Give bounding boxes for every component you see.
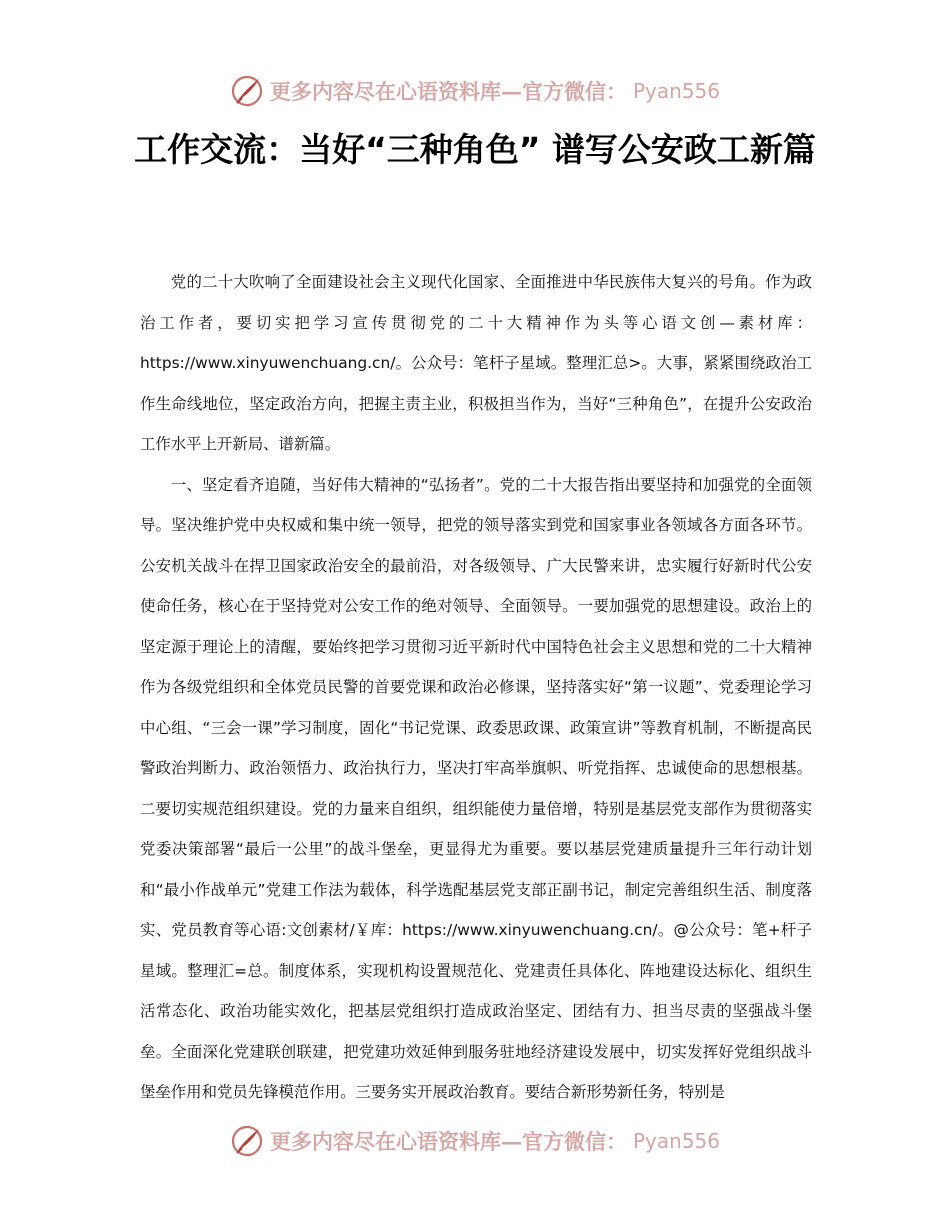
- watermark-text: 更多内容尽在心语资料库—官方微信：: [269, 79, 627, 104]
- paragraph-section-one: 一、坚定看齐追随，当好伟大精神的“弘扬者”。党的二十大报告指出要坚持和加强党的全面领导。坚决维护党中央权威和集中统一领导，把党的领导落实到党和国家事业各领域各方面各环节。公安机关战斗在捍卫国家政治安全的最前沿，对各级领导、广大民警来讲，忠实履行好新时代公安使命任务，核心在于坚持党对公安工作的绝对领导、全面领导。一要加强党的思想建设。政治上的坚定源于理论上的清醒，要始终把学习贯彻习近平新时代中国特色社会主义思想和党的二十大精神作为各级党组织和全体党员民警的首要党课和政治必修课，坚持落实好“第一议题”、党委理论学习中心组、“三会一课”学习制度，固化“书记党课、政委思政课、政策宣讲”等教育机制，不断提高民警政治判断力、政治领悟力、政治执行力，坚决打牢高举旗帜、听党指挥、忠诚使命的思想根基。二要切实规范组织建设。党的力量来自组织，组织能使力量倍增，特别是基层党支部作为贯彻落实党委决策部署“最后一公里”的战斗堡垒，更显得尤为重要。要以基层党建质量提升三年行动计划和“最小作战单元”党建工作法为载体，科学选配基层党支部正副书记，制定完善组织生活、制度落实、党员教育等心语:文创素材/￥库：https://www.xinyuwenchuang.cn/。@公众号：笔+杆子星域。整理汇=总。制度体系，实现机构设置规范化、党建责任具体化、阵地建设达标化、组织生活常态化、政治功能实效化，把基层党组织打造成政治坚定、团结有力、担当尽责的坚强战斗堡垒。全面深化党建联创联建，把党建功效延伸到服务驻地经济建设发展中，切实发挥好党组织战斗堡垒作用和党员先锋模范作用。三要务实开展政治教育。要结合新形势新任务，特别是: [140, 475, 812, 1101]
- footer-watermark: [0, 1124, 950, 1158]
- quill-logo-icon: [230, 74, 264, 108]
- document-body: [140, 262, 812, 1113]
- header-watermark: [0, 74, 950, 108]
- quill-logo-icon: [230, 1124, 264, 1158]
- watermark-text: 更多内容尽在心语资料库—官方微信：: [269, 1129, 627, 1154]
- paragraph-intro: 党的二十大吹响了全面建设社会主义现代化国家、全面推进中华民族伟大复兴的号角。作为政治工作者，要切实把学习宣传贯彻党的二十大精神作为头等心语文创—素材库： https://www.xinyuwenchuang.cn/。公众号：笔杆子星域。整理汇总>。大事，紧紧围绕政治工作生命线地位，坚定政治方向，把握主责主业，积极担当作为，当好“三种角色”，在提升公安政治工作水平上开新局、谱新篇。: [140, 273, 812, 453]
- document-title: 工作交流：当好“三种角色” 谱写公安政工新篇: [134, 130, 816, 169]
- watermark-contact: Pyan556: [632, 1129, 720, 1153]
- watermark-contact: Pyan556: [632, 79, 720, 103]
